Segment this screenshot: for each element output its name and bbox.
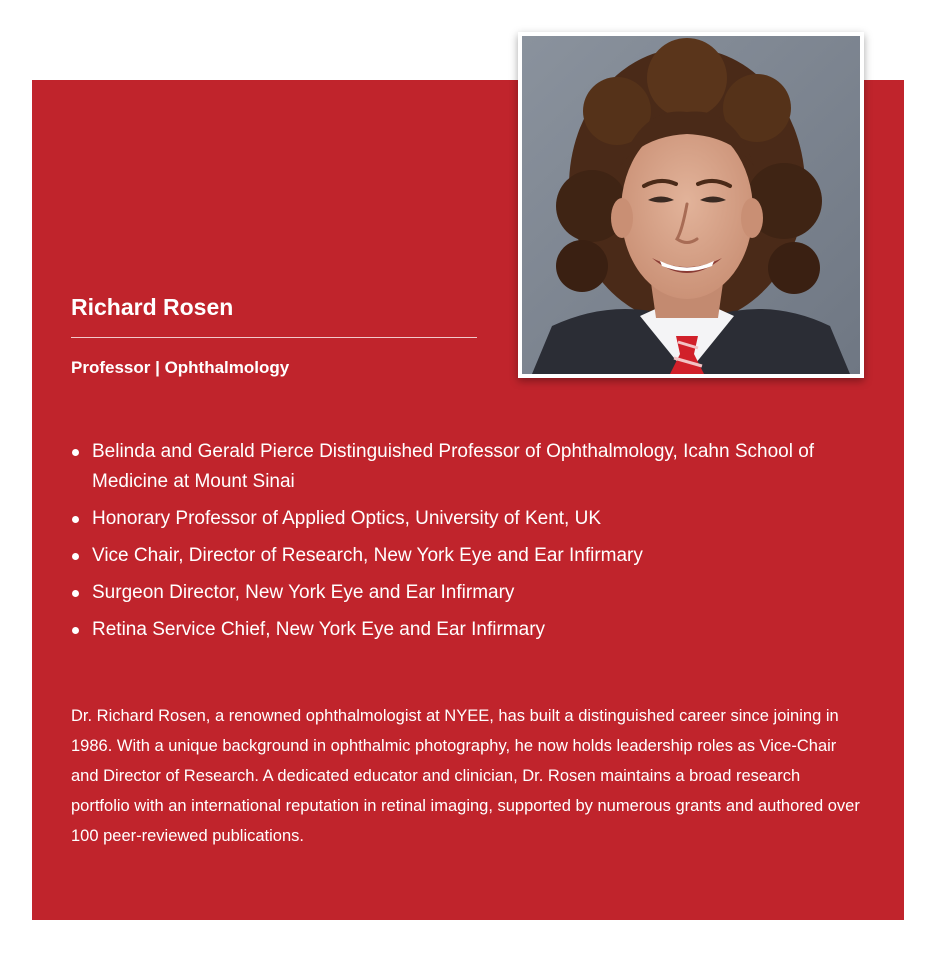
- bullet-icon: [72, 590, 79, 597]
- role-list-item: [71, 578, 871, 608]
- role-list-item: [71, 504, 871, 534]
- portrait-photo-icon: [522, 36, 860, 374]
- role-list-item: [71, 437, 871, 497]
- bullet-icon: [72, 553, 79, 560]
- role-text: Honorary Professor of Applied Optics, University of Kent, UK: [92, 508, 601, 529]
- role-text: Retina Service Chief, New York Eye and Ear Infirmary: [92, 619, 546, 640]
- bullet-icon: [72, 627, 79, 634]
- name-divider: [71, 337, 477, 338]
- roles-list: [71, 437, 871, 652]
- role-text: Belinda and Gerald Pierce Distinguished Professor of Ophthalmology, Icahn School of Medicine at Mount Sinai: [92, 441, 815, 492]
- profile-photo: [518, 32, 864, 378]
- role-text: Vice Chair, Director of Research, New York Eye and Ear Infirmary: [92, 545, 643, 566]
- role-list-item: [71, 541, 871, 571]
- profile-name: Richard Rosen: [71, 294, 234, 320]
- bullet-icon: [72, 449, 79, 456]
- profile-title: Professor | Ophthalmology: [71, 358, 290, 377]
- bullet-icon: [72, 516, 79, 523]
- role-text: Surgeon Director, New York Eye and Ear Infirmary: [92, 582, 515, 603]
- biography-text: Dr. Richard Rosen, a renowned ophthalmologist at NYEE, has built a distinguished career since joining in 1986. With a unique background in ophthalmic photography, he now holds leadership roles as Vice-Chair and Director of Research. A dedicated educator and clinician, Dr. Rosen maintains a broad research portfolio with an international reputation in retinal imaging, supported by numerous grants and authored over 100 peer-reviewed publications.: [71, 707, 860, 845]
- role-list-item: [71, 615, 871, 645]
